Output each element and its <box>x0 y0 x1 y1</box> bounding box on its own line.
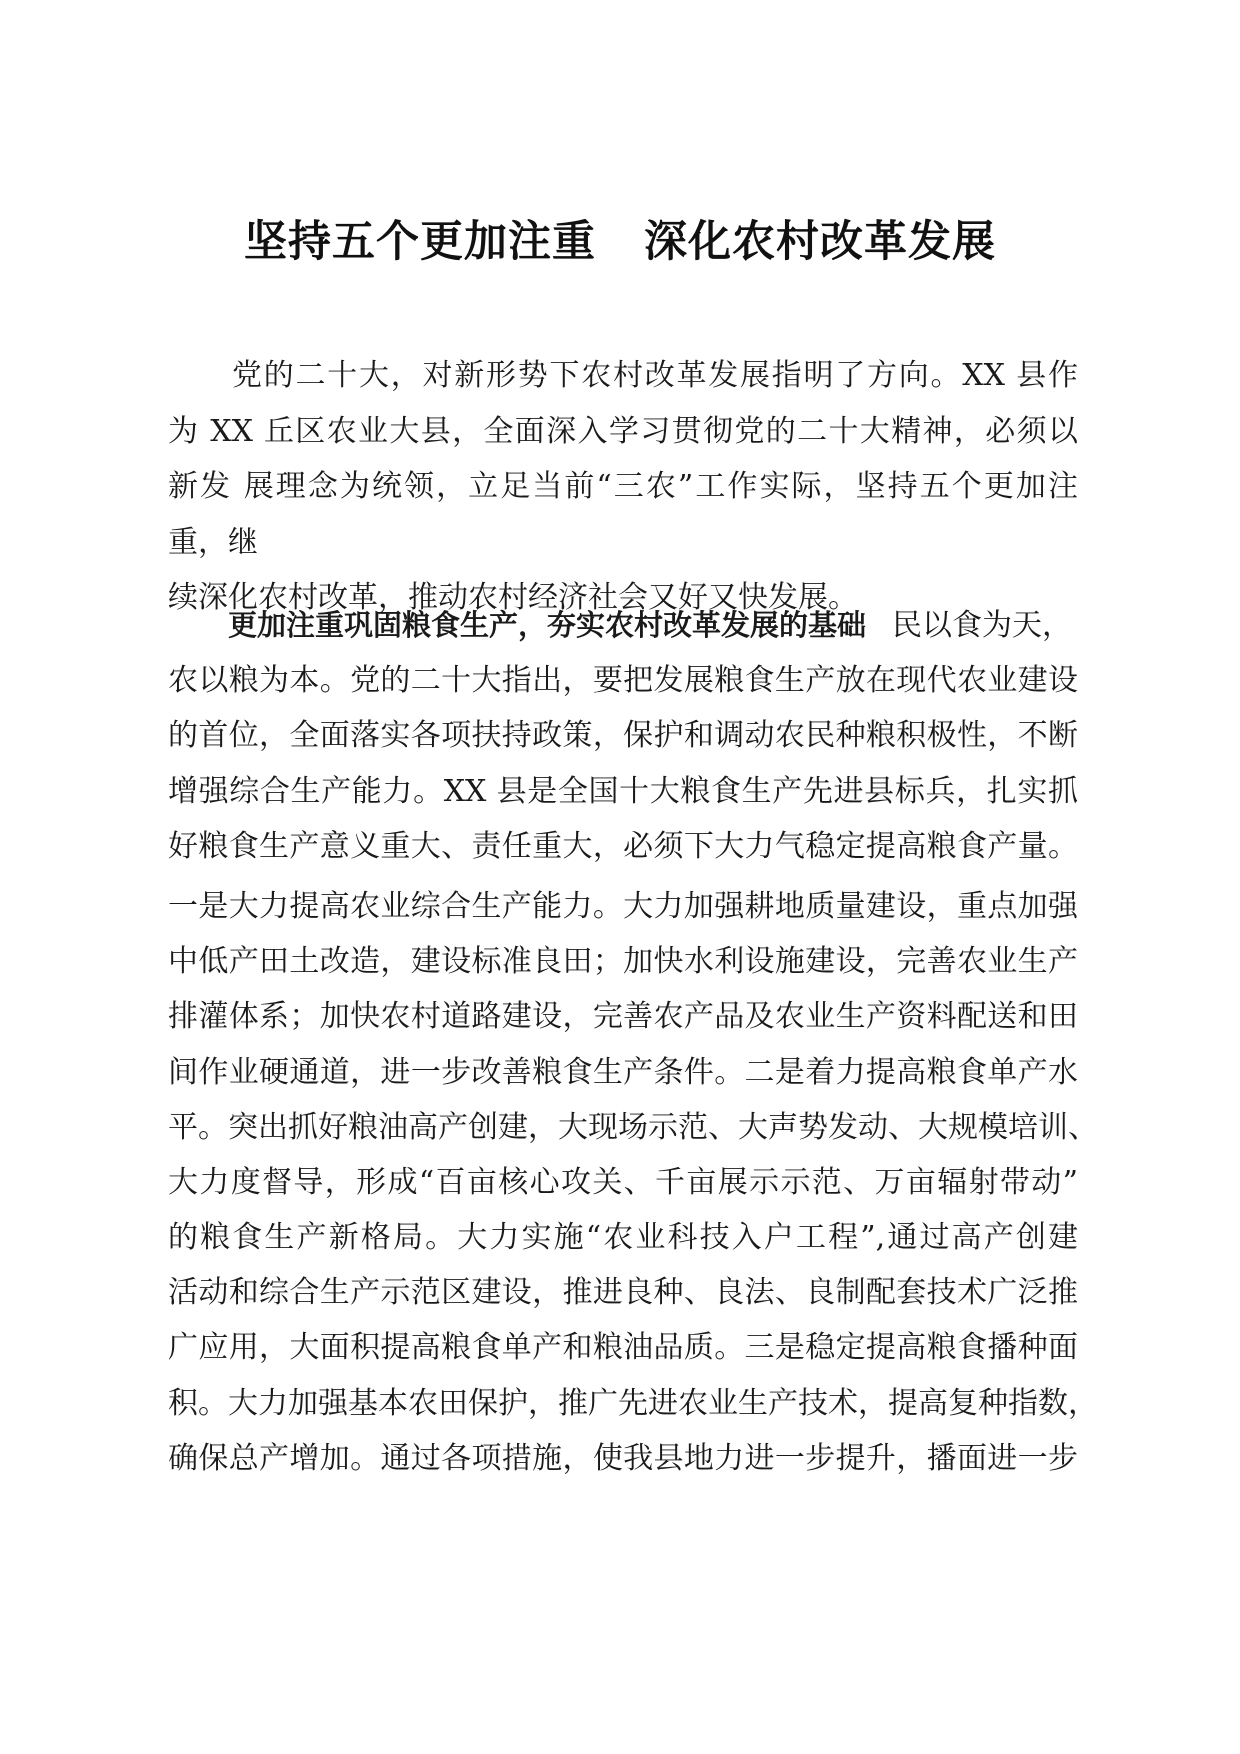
intro-line: 为 XX 丘区农业大县，全面深入学习贯彻党的二十大精神，必须以 <box>168 413 1078 449</box>
section-heading-line <box>168 598 1078 653</box>
section-line: 的首位，全面落实各项扶持政策，保护和调动农民种粮积极性，不断 <box>168 718 1078 754</box>
document-title: 坚持五个更加注重 深化农村改革发展 <box>244 217 996 267</box>
section-line: 一是大力提高农业综合生产能力。大力加强耕地质量建设，重点加强 <box>168 888 1078 924</box>
section-line: 活动和综合生产示范区建设，推进良种、良法、良制配套技术广泛推 <box>168 1275 1078 1311</box>
section-heading: 更加注重巩固粮食生产，夯实农村改革发展的基础 <box>228 608 867 642</box>
section-line: 增强综合生产能力。XX 县是全国十大粮食生产先进县标兵，扎实抓 <box>168 773 1078 809</box>
section-line: 中低产田土改造，建设标准良田；加快水利设施建设，完善农业生产 <box>168 944 1078 980</box>
section-paragraph <box>168 598 1098 1486</box>
intro-line: 重，继 <box>168 524 258 560</box>
intro-line: 新发 展理念为统领，立足当前“三农”工作实际，坚持五个更加注 <box>168 469 1078 504</box>
section-line: 确保总产增加。通过各项措施，使我县地力进一步提升，播面进一步 <box>168 1440 1078 1476</box>
section-heading-tail: 民以食为天， <box>892 608 1073 643</box>
section-line: 广应用，大面积提高粮食单产和粮油品质。三是稳定提高粮食播种面 <box>168 1330 1078 1366</box>
section-line: 农以粮为本。党的二十大指出，要把发展粮食生产放在现代农业建设 <box>168 663 1078 699</box>
intro-line: 续深化农村改革，推动农村经济社会又好又快发展。 <box>168 580 858 615</box>
section-line: 排灌体系；加快农村道路建设，完善农产品及农业生产资料配送和田 <box>168 999 1078 1035</box>
section-line: 间作业硬通道，进一步改善粮食生产条件。二是着力提高粮食单产水 <box>168 1054 1078 1090</box>
section-line: 的粮食生产新格局。大力实施“农业科技入户工程”,通过高产创建 <box>168 1220 1078 1256</box>
intro-paragraph <box>168 348 1078 626</box>
section-line: 平。突出抓好粮油高产创建，大现场示范、大声势发动、大规模培训、 <box>168 1109 1098 1145</box>
section-line: 大力度督导，形成“百亩核心攻关、千亩展示示范、万亩辐射带动” <box>168 1164 1078 1200</box>
section-line: 好粮食生产意义重大、责任重大，必须下大力气稳定提高粮食产量。 <box>168 828 1078 864</box>
intro-line: 党的二十大，对新形势下农村改革发展指明了方向。XX 县作 <box>232 358 1078 393</box>
section-line: 积。大力加强基本农田保护，推广先进农业生产技术，提高复种指数， <box>168 1385 1098 1421</box>
